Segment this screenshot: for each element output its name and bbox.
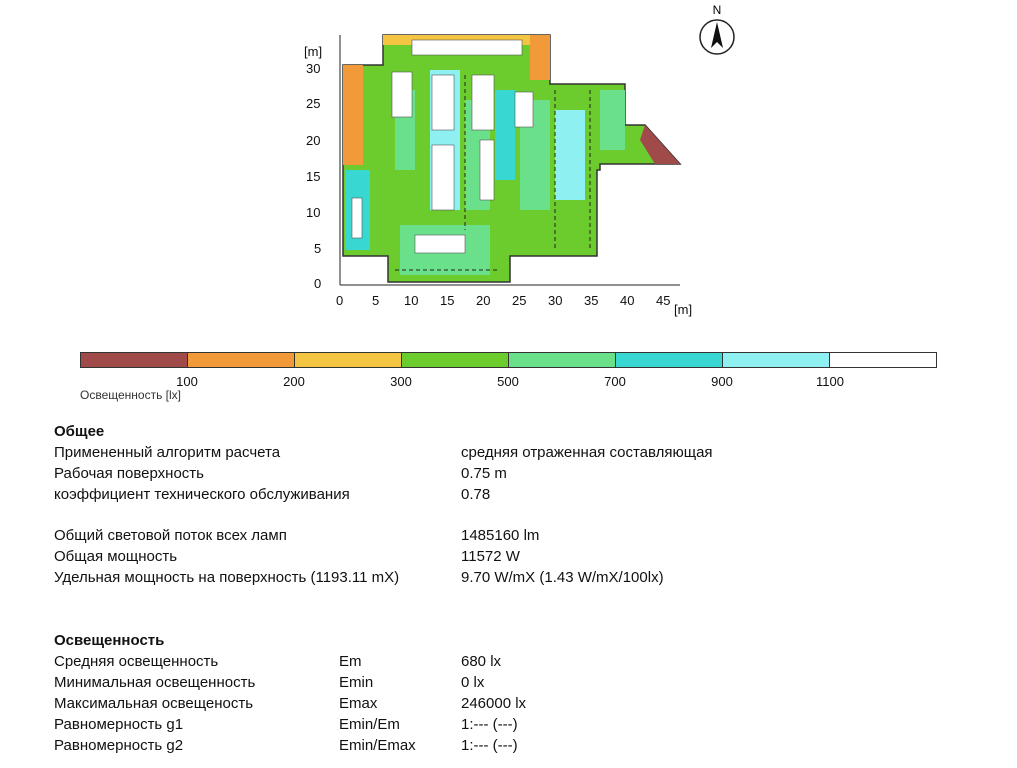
illuminance-label: Равномерность g1 [54,716,184,733]
legend-label: 300 [390,374,412,389]
illuminance-symbol: Em [339,653,362,670]
legend-swatch [723,353,830,367]
general-label: Примененный алгоритм расчета [54,444,281,461]
legend-label: 900 [711,374,733,389]
y-tick: 10 [306,205,321,220]
illuminance-symbol: Emin/Emax [339,737,416,754]
legend-swatch [295,353,402,367]
y-tick: 25 [306,96,321,111]
y-tick: 30 [306,61,321,76]
illuminance-symbol: Emin [339,674,374,691]
x-tick: 35 [584,293,599,308]
x-tick: 0 [336,293,344,308]
general-label: Рабочая поверхность [54,465,204,482]
general-heading: Общее [54,423,105,440]
legend-swatch [509,353,616,367]
general-value: 0.75 m [461,465,507,482]
legend-label: 1100 [816,374,844,389]
legend-label: 200 [283,374,305,389]
x-tick: 10 [404,293,419,308]
general-value: средняя отраженная составляющая [461,444,713,461]
illuminance-value: 1:--- (---) [461,737,518,754]
legend-swatch [830,353,936,367]
legend-swatch [81,353,188,367]
y-axis-unit: [m] [304,44,323,59]
general-value: 1485160 lm [461,527,540,544]
general-value: 0.78 [461,486,491,503]
legend-swatch [402,353,509,367]
illuminance-legend [80,352,937,368]
y-tick: 5 [314,241,322,256]
x-tick: 25 [512,293,527,308]
legend-unit: Освещенность [lx] [80,388,182,402]
legend-label: 500 [497,374,519,389]
x-tick: 15 [440,293,455,308]
illuminance-symbol: Emax [339,695,378,712]
illuminance-value: 246000 lx [461,695,527,712]
illuminance-label: Минимальная освещенность [54,674,256,691]
x-tick: 30 [548,293,563,308]
plan-drawing [300,30,700,330]
illuminance-value: 680 lx [461,653,502,670]
illuminance-value: 0 lx [461,674,485,691]
general-value: 11572 W [461,548,520,565]
x-tick: 40 [620,293,635,308]
north-arrow [697,2,737,62]
legend-label: 100 [176,374,198,389]
x-tick: 20 [476,293,491,308]
y-tick: 20 [306,133,321,148]
x-tick: 45 [656,293,671,308]
y-tick: 15 [306,169,321,184]
general-value: 9.70 W/mX (1.43 W/mX/100lx) [461,569,664,586]
illuminance-symbol: Emin/Em [339,716,400,733]
north-label: N [712,3,722,17]
general-label: Удельная мощность на поверхность (1193.11 mX) [54,569,400,586]
general-label: коэффициент технического обслуживания [54,486,350,503]
illuminance-value: 1:--- (---) [461,716,518,733]
x-tick: 5 [372,293,380,308]
illuminance-heading: Освещенность [54,632,165,649]
y-tick: 0 [314,276,322,291]
legend-label: 700 [604,374,626,389]
x-axis-unit: [m] [674,302,693,317]
legend-swatch [188,353,295,367]
general-label: Общая мощность [54,548,178,565]
legend-swatch [616,353,723,367]
general-label: Общий световой поток всех ламп [54,527,287,544]
illuminance-label: Равномерность g2 [54,737,184,754]
illuminance-plan [300,30,700,335]
illuminance-label: Средняя освещенность [54,653,219,670]
illuminance-label: Максимальная освещеность [54,695,254,712]
